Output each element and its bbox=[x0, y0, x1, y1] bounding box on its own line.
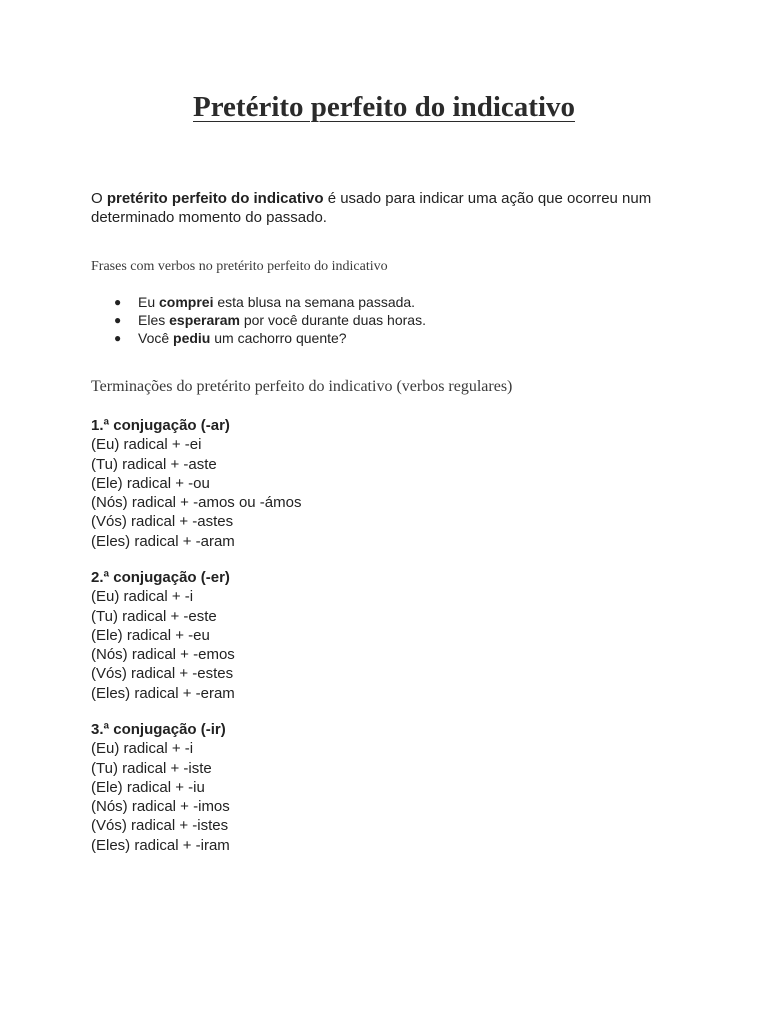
ending-row: (Eu) radical + -i bbox=[91, 588, 194, 606]
example-text-end: por você durante duas horas. bbox=[239, 312, 426, 328]
list-item bbox=[91, 311, 426, 329]
ending-row: (Nós) radical + -amos ou -ámos bbox=[91, 494, 302, 512]
page-title-text: Pretérito perfeito do indicativo bbox=[193, 91, 575, 123]
example-text-start: Eu bbox=[138, 294, 160, 310]
ending-row: (Eles) radical + -iram bbox=[91, 836, 230, 854]
example-verb: pediu bbox=[173, 330, 211, 346]
bullet-icon: ● bbox=[114, 295, 122, 309]
ending-row: (Eles) radical + -eram bbox=[91, 684, 235, 702]
intro-paragraph bbox=[91, 189, 681, 227]
examples-list bbox=[91, 293, 426, 347]
ending-row: (Vós) radical + -estes bbox=[91, 665, 234, 683]
ending-row: (Eles) radical + -aram bbox=[91, 532, 235, 550]
intro-text-end: é usado para indicar uma ação que ocorreu num determinado momento do passado. bbox=[91, 190, 652, 226]
example-text-end: esta blusa na semana passada. bbox=[213, 294, 416, 310]
list-item bbox=[91, 329, 426, 347]
ending-row: (Tu) radical + -aste bbox=[91, 455, 217, 473]
ending-row: (Tu) radical + -este bbox=[91, 607, 217, 625]
example-text-start: Você bbox=[138, 330, 174, 346]
ending-row: (Nós) radical + -imos bbox=[91, 798, 230, 816]
conjugation-heading: 2.ª conjugação (-er) bbox=[91, 569, 230, 586]
example-text-end: um cachorro quente? bbox=[210, 330, 347, 346]
list-item bbox=[91, 293, 426, 311]
conjugation-heading: 1.ª conjugação (-ar) bbox=[91, 417, 230, 434]
ending-row: (Ele) radical + -eu bbox=[91, 626, 210, 644]
page-title bbox=[0, 88, 768, 126]
conjugation-block-ar bbox=[91, 416, 301, 551]
intro-text-start: O bbox=[91, 190, 107, 207]
ending-row: (Vós) radical + -istes bbox=[91, 817, 229, 835]
endings-heading: Terminações do pretérito perfeito do indicativo (verbos regulares) bbox=[91, 378, 513, 395]
examples-heading: Frases com verbos no pretérito perfeito do indicativo bbox=[91, 259, 388, 274]
ending-row: (Eu) radical + -i bbox=[91, 740, 194, 758]
conjugation-block-er bbox=[91, 568, 235, 703]
conjugation-block-ir bbox=[91, 720, 230, 855]
ending-row: (Vós) radical + -astes bbox=[91, 513, 234, 531]
ending-row: (Tu) radical + -iste bbox=[91, 759, 212, 777]
example-verb: esperaram bbox=[169, 312, 240, 328]
conjugation-heading: 3.ª conjugação (-ir) bbox=[91, 721, 226, 738]
ending-row: (Eu) radical + -ei bbox=[91, 436, 202, 454]
example-verb: comprei bbox=[159, 294, 214, 310]
ending-row: (Ele) radical + -ou bbox=[91, 474, 210, 492]
bullet-icon: ● bbox=[114, 313, 122, 327]
bullet-icon: ● bbox=[114, 331, 122, 345]
ending-row: (Nós) radical + -emos bbox=[91, 646, 235, 664]
intro-term: pretérito perfeito do indicativo bbox=[106, 190, 324, 207]
ending-row: (Ele) radical + -iu bbox=[91, 778, 205, 796]
example-text-start: Eles bbox=[138, 312, 170, 328]
